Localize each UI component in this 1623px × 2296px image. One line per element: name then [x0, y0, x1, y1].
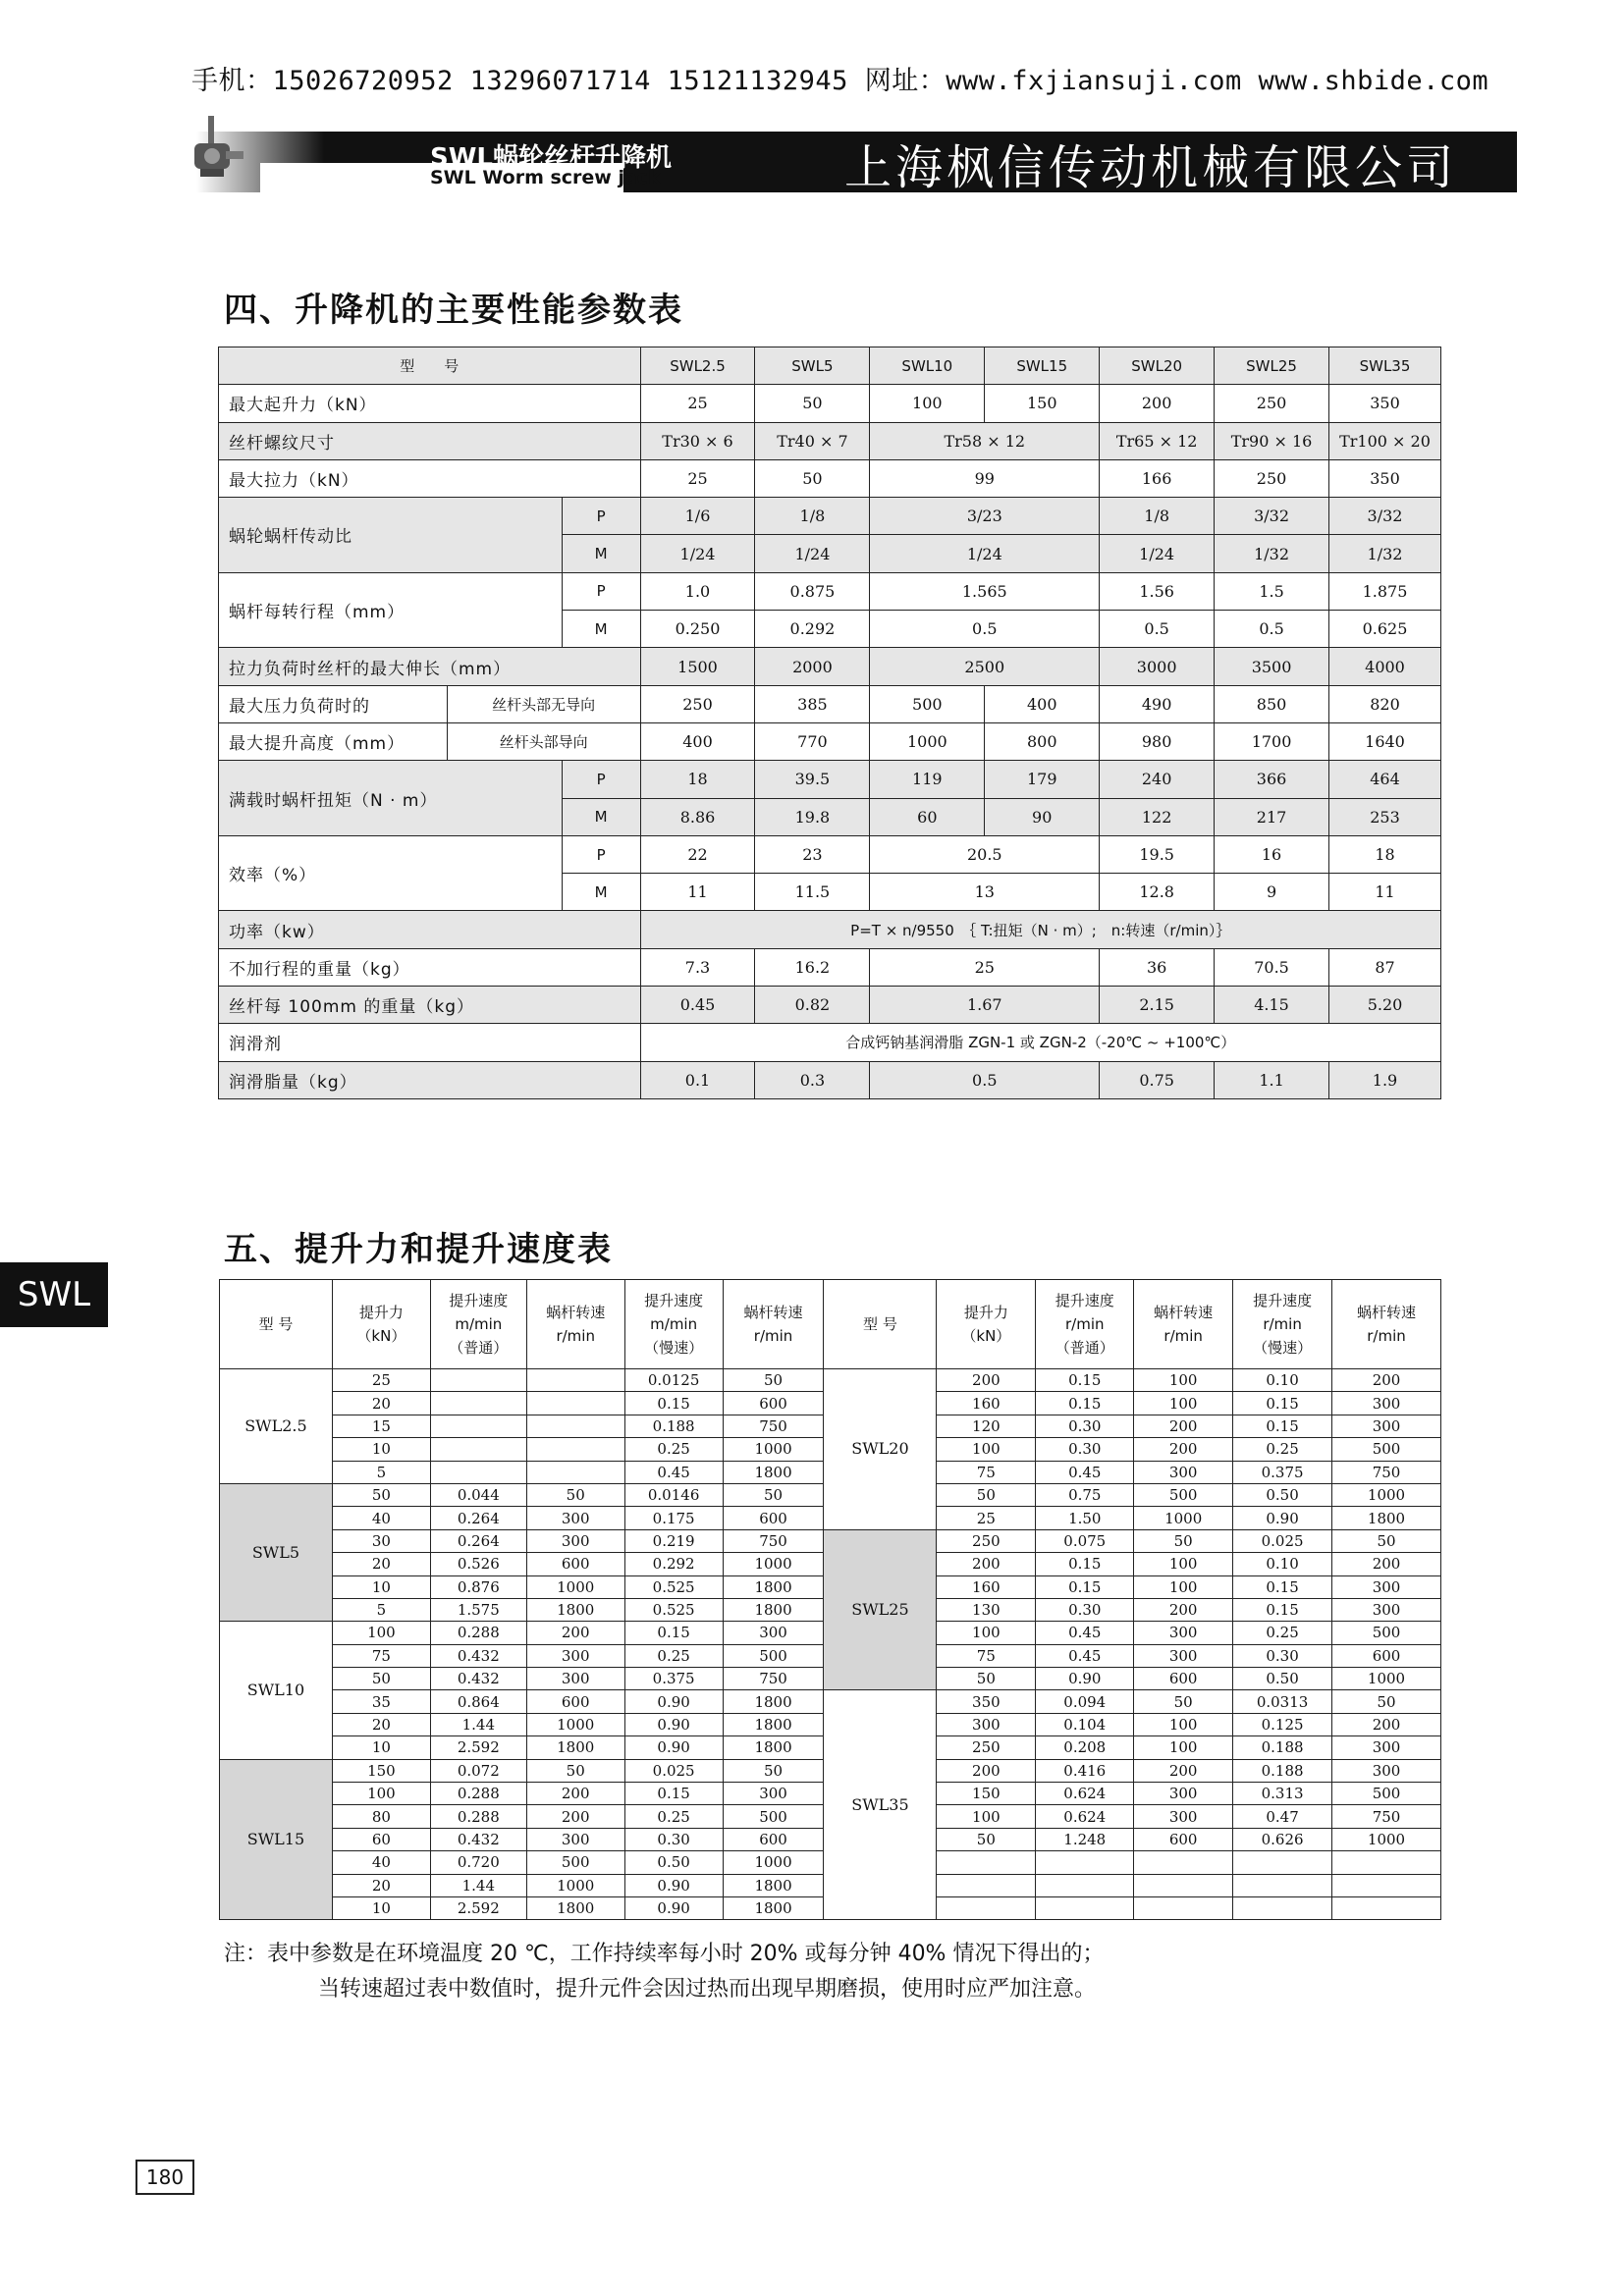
- table-cell: 0.45: [1036, 1461, 1134, 1483]
- table-cell: 500: [723, 1644, 824, 1667]
- table-cell: 500: [526, 1851, 624, 1874]
- model-cell: SWL2.5: [220, 1369, 333, 1484]
- table-cell: 50: [937, 1483, 1036, 1506]
- table-cell: 0.15: [624, 1392, 723, 1415]
- table-cell: 600: [723, 1392, 824, 1415]
- table-cell: 350: [937, 1690, 1036, 1713]
- table-row: 最大压力负荷时的 丝杆头部无导向 250 385 500 400 490 850 820: [219, 685, 1441, 722]
- table-cell: 1000: [526, 1874, 624, 1896]
- table-cell: 100: [332, 1783, 430, 1805]
- table-cell: 20: [332, 1713, 430, 1735]
- table-cell: 1800: [723, 1896, 824, 1919]
- table-cell: 500: [723, 1805, 824, 1828]
- table-cell: 300: [1134, 1805, 1233, 1828]
- table-cell: 1800: [1332, 1507, 1441, 1529]
- table-cell: 0.90: [624, 1874, 723, 1896]
- table-cell: 150: [332, 1759, 430, 1782]
- table-cell: 75: [937, 1461, 1036, 1483]
- table-cell: 200: [937, 1369, 1036, 1392]
- table-cell: 300: [526, 1644, 624, 1667]
- table-cell: 75: [332, 1644, 430, 1667]
- table-cell: 1000: [723, 1851, 824, 1874]
- table-row: 润滑脂量（kg） 0.1 0.3 0.5 0.75 1.1 1.9: [219, 1061, 1441, 1098]
- table-row: M 8.86 19.8 60 90 122 217 253: [219, 798, 1441, 835]
- table-cell: 0.30: [1036, 1598, 1134, 1621]
- table-cell: 250: [937, 1736, 1036, 1759]
- table-cell: 1.50: [1036, 1507, 1134, 1529]
- table-cell: 0.288: [430, 1805, 526, 1828]
- table-cell: 2.592: [430, 1896, 526, 1919]
- table-cell: 300: [526, 1507, 624, 1529]
- table-cell: 5: [332, 1461, 430, 1483]
- table-cell: 0.313: [1233, 1783, 1332, 1805]
- table-cell: 1000: [1332, 1668, 1441, 1690]
- table-cell: [526, 1438, 624, 1461]
- table-cell: 0.30: [1233, 1644, 1332, 1667]
- table-cell: 20: [332, 1553, 430, 1575]
- table-cell: 0.90: [624, 1736, 723, 1759]
- table-cell: 200: [526, 1622, 624, 1644]
- table-cell: 0.15: [1233, 1598, 1332, 1621]
- table-cell: 0.15: [1036, 1575, 1134, 1598]
- footnote-line-2: 当转速超过表中数值时，提升元件会因过热而出现早期磨损，使用时应严加注意。: [318, 1977, 1097, 2002]
- table-cell: 25: [937, 1507, 1036, 1529]
- table-cell: 10: [332, 1896, 430, 1919]
- side-tab: SWL: [0, 1262, 108, 1327]
- table-cell: 0.264: [430, 1529, 526, 1552]
- table-cell: 0.072: [430, 1759, 526, 1782]
- table-cell: 50: [526, 1483, 624, 1506]
- table-cell: 0.624: [1036, 1805, 1134, 1828]
- table-cell: 0.525: [624, 1598, 723, 1621]
- table-cell: 10: [332, 1438, 430, 1461]
- table-cell: 200: [937, 1759, 1036, 1782]
- table-cell: 100: [937, 1805, 1036, 1828]
- table-cell: 40: [332, 1507, 430, 1529]
- table-cell: 300: [1332, 1415, 1441, 1437]
- table-cell: 0.90: [624, 1713, 723, 1735]
- table-cell: [1332, 1874, 1441, 1896]
- table-cell: [1036, 1896, 1134, 1919]
- table-cell: 0.47: [1233, 1805, 1332, 1828]
- table-cell: 50: [723, 1759, 824, 1782]
- table-row: 最大起升力（kN） 25 50 100 150 200 250 350: [219, 385, 1441, 422]
- model-cell: SWL5: [220, 1483, 333, 1621]
- table-cell: 1000: [1332, 1483, 1441, 1506]
- table-cell: 300: [723, 1622, 824, 1644]
- table-cell: 200: [937, 1553, 1036, 1575]
- table-cell: 1000: [1134, 1507, 1233, 1529]
- table-cell: 50: [332, 1483, 430, 1506]
- model-cell: SWL25: [824, 1529, 937, 1690]
- column-header: 提升速度 r/min （慢速）: [1233, 1280, 1332, 1369]
- table-cell: 50: [332, 1668, 430, 1690]
- table-cell: 750: [723, 1529, 824, 1552]
- column-header: 提升力 （kN）: [332, 1280, 430, 1369]
- table-cell: 0.50: [624, 1851, 723, 1874]
- table-cell: 0.864: [430, 1690, 526, 1713]
- table-row: 功率（kw） P=T × n/9550 ｛ T:扭矩（N · m）; n:转速（r/min）｝: [219, 911, 1441, 948]
- table-cell: 0.075: [1036, 1529, 1134, 1552]
- table-cell: 0.175: [624, 1507, 723, 1529]
- table-cell: [430, 1415, 526, 1437]
- table-row: 最大拉力（kN） 25 50 99 166 250 350: [219, 459, 1441, 497]
- table-cell: 0.188: [1233, 1759, 1332, 1782]
- table-cell: 0.416: [1036, 1759, 1134, 1782]
- table-cell: 0.45: [624, 1461, 723, 1483]
- product-title-cn: SWL蜗轮丝杆升降机: [430, 143, 672, 173]
- table-cell: [1036, 1874, 1134, 1896]
- column-header: 提升速度 m/min （普通）: [430, 1280, 526, 1369]
- table-cell: 20: [332, 1392, 430, 1415]
- table-cell: 200: [1134, 1438, 1233, 1461]
- worm-jack-icon: [187, 116, 245, 185]
- table-cell: 1800: [526, 1736, 624, 1759]
- table-cell: [937, 1896, 1036, 1919]
- table-cell: 1800: [723, 1874, 824, 1896]
- table-cell: 0.75: [1036, 1483, 1134, 1506]
- table-cell: 0.188: [624, 1415, 723, 1437]
- table-cell: [526, 1369, 624, 1392]
- table-cell: 300: [1332, 1575, 1441, 1598]
- table-cell: 0.15: [1036, 1369, 1134, 1392]
- table-cell: 50: [937, 1828, 1036, 1850]
- table-cell: 500: [1332, 1783, 1441, 1805]
- table-cell: [430, 1369, 526, 1392]
- table-row: 满载时蜗杆扭矩（N · m） P 18 39.5 119 179 240 366 464: [219, 761, 1441, 798]
- table-cell: 1800: [723, 1461, 824, 1483]
- table-cell: 1000: [526, 1713, 624, 1735]
- table-row: 效率（%） P 22 23 20.5 19.5 16 18: [219, 835, 1441, 873]
- table-row: 拉力负荷时丝杆的最大伸长（mm） 1500 2000 2500 3000 3500 4000: [219, 648, 1441, 685]
- table-cell: 100: [1134, 1369, 1233, 1392]
- table-cell: 2.592: [430, 1736, 526, 1759]
- table-cell: 100: [1134, 1553, 1233, 1575]
- table-row: 润滑剂 合成钙钠基润滑脂 ZGN-1 或 ZGN-2（-20℃ ~ +100℃）: [219, 1024, 1441, 1061]
- table-cell: 50: [1332, 1529, 1441, 1552]
- table-cell: 750: [723, 1668, 824, 1690]
- table-cell: 0.15: [1233, 1392, 1332, 1415]
- table-cell: 50: [1134, 1529, 1233, 1552]
- footnote: [224, 1937, 1104, 2007]
- table-cell: 50: [1134, 1690, 1233, 1713]
- table-cell: 1800: [723, 1575, 824, 1598]
- table-cell: [1233, 1896, 1332, 1919]
- table-cell: 5: [332, 1598, 430, 1621]
- table-cell: 75: [937, 1644, 1036, 1667]
- table-cell: 0.025: [1233, 1529, 1332, 1552]
- table-cell: 40: [332, 1851, 430, 1874]
- table-row: 蜗杆每转行程（mm） P 1.0 0.875 1.565 1.56 1.5 1.875: [219, 572, 1441, 610]
- table-cell: 30: [332, 1529, 430, 1552]
- table-cell: 0.526: [430, 1553, 526, 1575]
- table-cell: 0.208: [1036, 1736, 1134, 1759]
- table-cell: 300: [723, 1783, 824, 1805]
- table-cell: 600: [526, 1553, 624, 1575]
- column-header: 蜗杆转速 r/min: [1332, 1280, 1441, 1369]
- table-cell: 600: [526, 1690, 624, 1713]
- table-cell: 0.720: [430, 1851, 526, 1874]
- table-cell: [937, 1851, 1036, 1874]
- table-cell: [1332, 1896, 1441, 1919]
- table-cell: [430, 1438, 526, 1461]
- table-cell: [1134, 1896, 1233, 1919]
- model-cell: SWL10: [220, 1622, 333, 1759]
- column-header: 提升速度 r/min （普通）: [1036, 1280, 1134, 1369]
- table-cell: 500: [1134, 1483, 1233, 1506]
- table-cell: [1134, 1851, 1233, 1874]
- table-cell: 0.876: [430, 1575, 526, 1598]
- contact-info: 手机：15026720952 13296071714 15121132945 网址：www.fxjiansuji.com www.shbide.com: [191, 66, 1489, 96]
- table-cell: [1134, 1874, 1233, 1896]
- table-cell: 1000: [526, 1575, 624, 1598]
- table-cell: [430, 1392, 526, 1415]
- table-cell: 0.10: [1233, 1369, 1332, 1392]
- table-row: [220, 1369, 1441, 1392]
- table-row: [220, 1690, 1441, 1713]
- table-cell: 160: [937, 1575, 1036, 1598]
- table-row: M 11 11.5 13 12.8 9 11: [219, 874, 1441, 911]
- table-cell: 0.15: [1036, 1392, 1134, 1415]
- table-cell: 1.248: [1036, 1828, 1134, 1850]
- table-cell: 200: [1332, 1369, 1441, 1392]
- table-cell: 1800: [723, 1736, 824, 1759]
- table-cell: 250: [937, 1529, 1036, 1552]
- table-cell: 1800: [723, 1713, 824, 1735]
- product-title-en: SWL Worm screw jack: [430, 167, 661, 188]
- table-cell: 600: [723, 1828, 824, 1850]
- table-cell: 300: [1332, 1392, 1441, 1415]
- table-cell: 0.375: [624, 1668, 723, 1690]
- model-cell: SWL20: [824, 1369, 937, 1530]
- table-cell: 1000: [723, 1553, 824, 1575]
- table-cell: 150: [937, 1783, 1036, 1805]
- column-header: 蜗杆转速 r/min: [526, 1280, 624, 1369]
- table-cell: 0.025: [624, 1759, 723, 1782]
- table-cell: 120: [937, 1415, 1036, 1437]
- table-cell: 0.094: [1036, 1690, 1134, 1713]
- table-cell: 1800: [723, 1598, 824, 1621]
- table-cell: 0.25: [624, 1805, 723, 1828]
- table-cell: 200: [1134, 1598, 1233, 1621]
- table-cell: 100: [332, 1622, 430, 1644]
- section5-title: 五、提升力和提升速度表: [224, 1230, 613, 1269]
- table-cell: 1800: [723, 1690, 824, 1713]
- table-cell: 0.525: [624, 1575, 723, 1598]
- table-cell: 0.125: [1233, 1713, 1332, 1735]
- table-cell: 200: [1332, 1553, 1441, 1575]
- table-cell: 600: [1332, 1644, 1441, 1667]
- table-cell: 0.432: [430, 1828, 526, 1850]
- table-cell: 10: [332, 1736, 430, 1759]
- table-header-row: 型 号 SWL2.5 SWL5 SWL10 SWL15 SWL20 SWL25 SWL35: [219, 347, 1441, 385]
- table-cell: 300: [1134, 1644, 1233, 1667]
- table-cell: 0.50: [1233, 1668, 1332, 1690]
- table-cell: 0.90: [624, 1690, 723, 1713]
- table-cell: 0.292: [624, 1553, 723, 1575]
- table-cell: 0.0313: [1233, 1690, 1332, 1713]
- table-header-row: [220, 1280, 1441, 1369]
- table-cell: 300: [1134, 1783, 1233, 1805]
- table-cell: 300: [526, 1828, 624, 1850]
- table-cell: 50: [526, 1759, 624, 1782]
- table-cell: 300: [1134, 1461, 1233, 1483]
- column-header: 蜗杆转速 r/min: [723, 1280, 824, 1369]
- table-cell: 0.30: [1036, 1415, 1134, 1437]
- table-cell: 25: [332, 1369, 430, 1392]
- table-cell: 300: [1332, 1598, 1441, 1621]
- table-cell: 0.626: [1233, 1828, 1332, 1850]
- table-cell: 130: [937, 1598, 1036, 1621]
- table-cell: 0.264: [430, 1507, 526, 1529]
- page-number: 180: [135, 2160, 194, 2195]
- table-cell: [1233, 1851, 1332, 1874]
- table-cell: 100: [937, 1438, 1036, 1461]
- column-header: 型 号: [220, 1280, 333, 1369]
- table-cell: [526, 1392, 624, 1415]
- table-cell: 0.30: [1036, 1438, 1134, 1461]
- table-cell: 750: [1332, 1461, 1441, 1483]
- table-cell: 0.188: [1233, 1736, 1332, 1759]
- table-cell: 0.0125: [624, 1369, 723, 1392]
- table-cell: 300: [1134, 1622, 1233, 1644]
- table-cell: 15: [332, 1415, 430, 1437]
- table-cell: 0.25: [1233, 1438, 1332, 1461]
- table-row: 最大提升高度（mm） 丝杆头部导向 400 770 1000 800 980 1700 1640: [219, 722, 1441, 760]
- table-row: [220, 1529, 1441, 1552]
- table-cell: 0.288: [430, 1622, 526, 1644]
- table-cell: 50: [1332, 1690, 1441, 1713]
- table-cell: 0.432: [430, 1668, 526, 1690]
- table-cell: 0.219: [624, 1529, 723, 1552]
- table-cell: 1000: [723, 1438, 824, 1461]
- table-cell: 200: [526, 1783, 624, 1805]
- table-cell: [1233, 1874, 1332, 1896]
- table-cell: 0.45: [1036, 1622, 1134, 1644]
- table-cell: 1800: [526, 1598, 624, 1621]
- table-row: M 1/24 1/24 1/24 1/24 1/32 1/32: [219, 535, 1441, 572]
- table-cell: 60: [332, 1828, 430, 1850]
- table-row: 丝杆螺纹尺寸 Tr30 × 6 Tr40 × 7 Tr58 × 12 Tr65 × 12 Tr90 × 16 Tr100 × 20: [219, 422, 1441, 459]
- table-cell: 0.104: [1036, 1713, 1134, 1735]
- table-cell: 300: [1332, 1736, 1441, 1759]
- table-cell: 0.15: [624, 1783, 723, 1805]
- table-cell: 0.90: [1036, 1668, 1134, 1690]
- table-cell: 0.15: [1036, 1553, 1134, 1575]
- table-cell: 300: [526, 1668, 624, 1690]
- column-header: 蜗杆转速 r/min: [1134, 1280, 1233, 1369]
- table-cell: 0.10: [1233, 1553, 1332, 1575]
- table-cell: 100: [937, 1622, 1036, 1644]
- table-cell: 600: [723, 1507, 824, 1529]
- table-row: M 0.250 0.292 0.5 0.5 0.5 0.625: [219, 611, 1441, 648]
- table-cell: 50: [723, 1483, 824, 1506]
- table-cell: 0.0146: [624, 1483, 723, 1506]
- table-cell: 100: [1134, 1392, 1233, 1415]
- table-cell: 600: [1134, 1668, 1233, 1690]
- table-cell: 600: [1134, 1828, 1233, 1850]
- table-cell: 750: [1332, 1805, 1441, 1828]
- table-cell: 0.375: [1233, 1461, 1332, 1483]
- table-cell: [1332, 1851, 1441, 1874]
- table-cell: 200: [1332, 1713, 1441, 1735]
- table-cell: 20: [332, 1874, 430, 1896]
- lift-speed-table: [219, 1279, 1441, 1920]
- performance-table: [218, 347, 1441, 1099]
- table-cell: 35: [332, 1690, 430, 1713]
- table-cell: [1036, 1851, 1134, 1874]
- table-cell: 300: [1332, 1759, 1441, 1782]
- table-cell: 300: [937, 1713, 1036, 1735]
- column-header: 提升力 （kN）: [937, 1280, 1036, 1369]
- table-cell: [526, 1415, 624, 1437]
- table-cell: 200: [1134, 1759, 1233, 1782]
- table-cell: [937, 1874, 1036, 1896]
- table-cell: 50: [937, 1668, 1036, 1690]
- table-cell: 0.288: [430, 1783, 526, 1805]
- table-cell: 0.044: [430, 1483, 526, 1506]
- table-row: 不加行程的重量（kg） 7.3 16.2 25 36 70.5 87: [219, 948, 1441, 986]
- table-cell: 160: [937, 1392, 1036, 1415]
- table-cell: 750: [723, 1415, 824, 1437]
- table-cell: 0.15: [1233, 1415, 1332, 1437]
- table-cell: 0.25: [1233, 1622, 1332, 1644]
- table-cell: 0.90: [624, 1896, 723, 1919]
- table-cell: 0.15: [1233, 1575, 1332, 1598]
- table-cell: 300: [526, 1529, 624, 1552]
- table-cell: 0.25: [624, 1644, 723, 1667]
- table-cell: 0.30: [624, 1828, 723, 1850]
- company-name: 上海枫信传动机械有限公司: [844, 140, 1458, 195]
- table-cell: [430, 1461, 526, 1483]
- table-cell: 1.44: [430, 1874, 526, 1896]
- table-cell: 100: [1134, 1736, 1233, 1759]
- footnote-line-1: 注：表中参数是在环境温度 20 ℃，工作持续率每小时 20% 或每分钟 40% 情况下得出的；: [224, 1942, 1105, 1966]
- table-cell: 500: [1332, 1438, 1441, 1461]
- table-cell: 0.45: [1036, 1644, 1134, 1667]
- table-cell: 0.50: [1233, 1483, 1332, 1506]
- table-cell: 50: [723, 1369, 824, 1392]
- table-cell: [526, 1461, 624, 1483]
- table-cell: 0.25: [624, 1438, 723, 1461]
- table-cell: 0.624: [1036, 1783, 1134, 1805]
- table-cell: 0.432: [430, 1644, 526, 1667]
- table-row: 蜗轮蜗杆传动比 P 1/6 1/8 3/23 1/8 3/32 3/32: [219, 498, 1441, 535]
- column-header: 提升速度 m/min （慢速）: [624, 1280, 723, 1369]
- column-header: 型 号: [824, 1280, 937, 1369]
- model-cell: SWL15: [220, 1759, 333, 1920]
- table-cell: 1.44: [430, 1713, 526, 1735]
- table-cell: 500: [1332, 1622, 1441, 1644]
- table-cell: 1800: [526, 1896, 624, 1919]
- table-cell: 200: [1134, 1415, 1233, 1437]
- table-cell: 10: [332, 1575, 430, 1598]
- table-cell: 1.575: [430, 1598, 526, 1621]
- model-cell: SWL35: [824, 1690, 937, 1920]
- table-cell: 1000: [1332, 1828, 1441, 1850]
- section4-title: 四、升降机的主要性能参数表: [224, 291, 683, 330]
- table-cell: 80: [332, 1805, 430, 1828]
- table-cell: 0.90: [1233, 1507, 1332, 1529]
- table-cell: 200: [526, 1805, 624, 1828]
- table-cell: 0.15: [624, 1622, 723, 1644]
- table-cell: 100: [1134, 1575, 1233, 1598]
- table-cell: 100: [1134, 1713, 1233, 1735]
- table-row: 丝杆每 100mm 的重量（kg） 0.45 0.82 1.67 2.15 4.15 5.20: [219, 987, 1441, 1024]
